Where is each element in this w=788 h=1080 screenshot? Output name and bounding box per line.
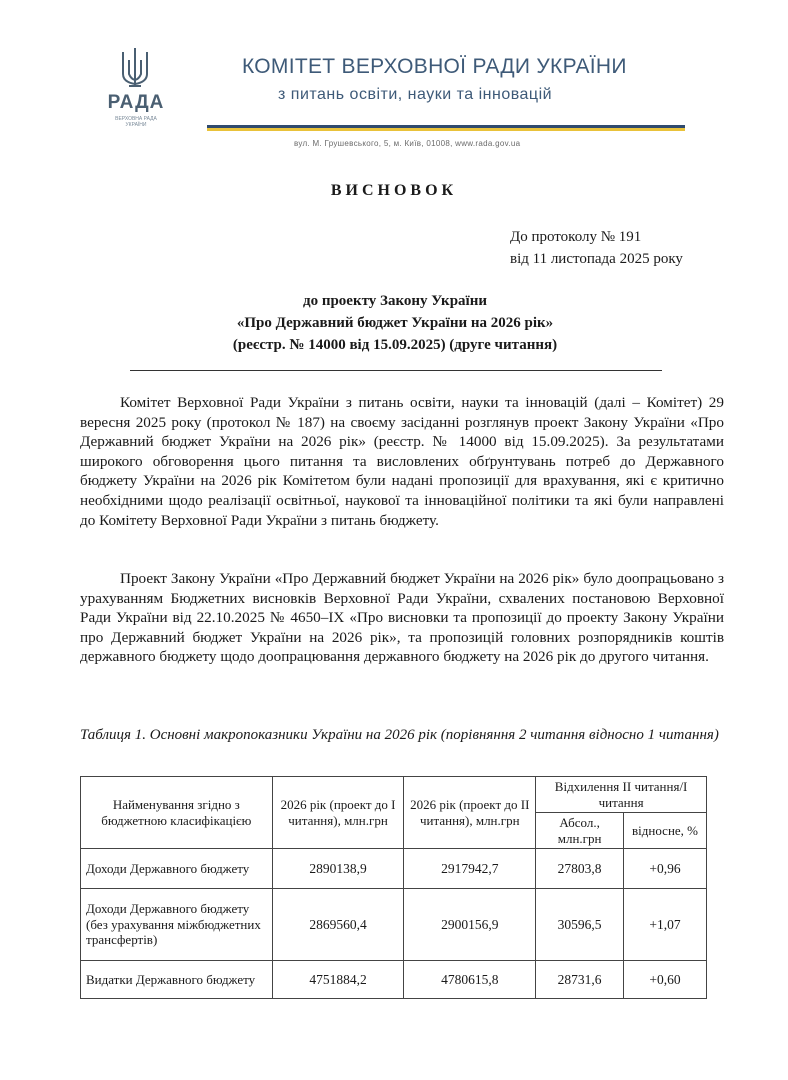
row-relative: +0,60 (624, 961, 707, 999)
committee-subtitle: з питань освіти, науки та інновацій (278, 86, 553, 103)
row-absolute: 30596,5 (536, 889, 624, 961)
body-paragraph-1: Комітет Верховної Ради України з питань освіти, науки та інновацій (далі – Комітет) 29 вересня 2025 року (протокол № 187) на своєму засіданні розглянув проект Закону України «Про Державний бюджет України на 2026 рік» (реєстр. № 14000 від 15.09.2025). За результатами широкого обговорення цього питання та висловлених обґрунтувань потреб до Державного бюджету України на 2026 рік Комітетом були надані пропозиції для врахування, які є критично необхідними щодо реалізації освітньої, наукової та інноваційної політики та які були направлені до Комітету Верховної Ради України з питань бюджету. (80, 394, 724, 529)
committee-title: КОМІТЕТ ВЕРХОВНОЇ РАДИ УКРАЇНИ (242, 55, 627, 78)
row-relative: +0,96 (624, 849, 707, 889)
row-second-reading: 4780615,8 (404, 961, 536, 999)
row-relative: +1,07 (624, 889, 707, 961)
rada-logo-text: РАДА (107, 92, 165, 113)
row-absolute: 28731,6 (536, 961, 624, 999)
header-absolute: Абсол., млн.грн (536, 813, 624, 849)
table-caption: Таблиця 1. Основні макропоказники України на 2026 рік (порівняння 2 читання відносно 1 читання) (80, 727, 719, 743)
document-title: ВИСНОВОК (330, 182, 458, 199)
body-paragraph-2: Проект Закону України «Про Державний бюджет України на 2026 рік» було доопрацьовано з урахуванням Бюджетних висновків Верховної Ради України, схвалених постановою Верховної Ради України від 22.10.2025 № 4650–IX «Про висновки та пропозиції до проекту Закону України про Державний бюджет України на 2026 рік», та пропозицій головних розпорядників коштів державного бюджету щодо доопрацювання державного бюджету на 2026 рік до другого читання. (80, 570, 724, 666)
rada-logo-subtext: ВЕРХОВНА РАДА УКРАЇНИ (115, 116, 157, 128)
letterhead-address: вул. М. Грушевського, 5, м. Київ, 01008, www.rada.gov.ua (294, 139, 521, 148)
subject-line-1: до проекту Закону України (302, 293, 487, 309)
table-row (81, 961, 707, 999)
table-row (81, 889, 707, 961)
protocol-number: До протоколу № 191 (510, 229, 642, 245)
document-subject (150, 290, 640, 356)
row-absolute: 27803,8 (536, 849, 624, 889)
subject-line-2: «Про Державний бюджет України на 2026 рік» (236, 315, 554, 331)
protocol-reference (510, 226, 750, 270)
row-first-reading: 4751884,2 (272, 961, 404, 999)
row-name: Доходи Державного бюджету (без урахування міжбюджетних трансфертів) (81, 889, 273, 961)
trident-icon (118, 46, 152, 90)
protocol-date: від 11 листопада 2025 року (510, 251, 683, 267)
table-row (81, 849, 707, 889)
macro-indicators-table (80, 776, 707, 999)
flag-divider (207, 125, 685, 131)
row-first-reading: 2890138,9 (272, 849, 404, 889)
header-first-reading: 2026 рік (проект до І читання), млн.грн (272, 777, 404, 849)
row-second-reading: 2900156,9 (404, 889, 536, 961)
flag-yellow-stripe (207, 128, 685, 131)
header-deviation: Відхилення ІІ читання/І читання (536, 777, 707, 813)
subject-line-3: (реєстр. № 14000 від 15.09.2025) (друге читання) (232, 337, 558, 353)
row-first-reading: 2869560,4 (272, 889, 404, 961)
subject-divider (130, 370, 662, 371)
header-second-reading: 2026 рік (проект до ІІ читання), млн.грн (404, 777, 536, 849)
row-name: Видатки Державного бюджету (81, 961, 273, 999)
header-relative: відносне, % (624, 813, 707, 849)
row-name: Доходи Державного бюджету (81, 849, 273, 889)
header-name: Найменування згідно з бюджетною класифікацією (81, 777, 273, 849)
row-second-reading: 2917942,7 (404, 849, 536, 889)
